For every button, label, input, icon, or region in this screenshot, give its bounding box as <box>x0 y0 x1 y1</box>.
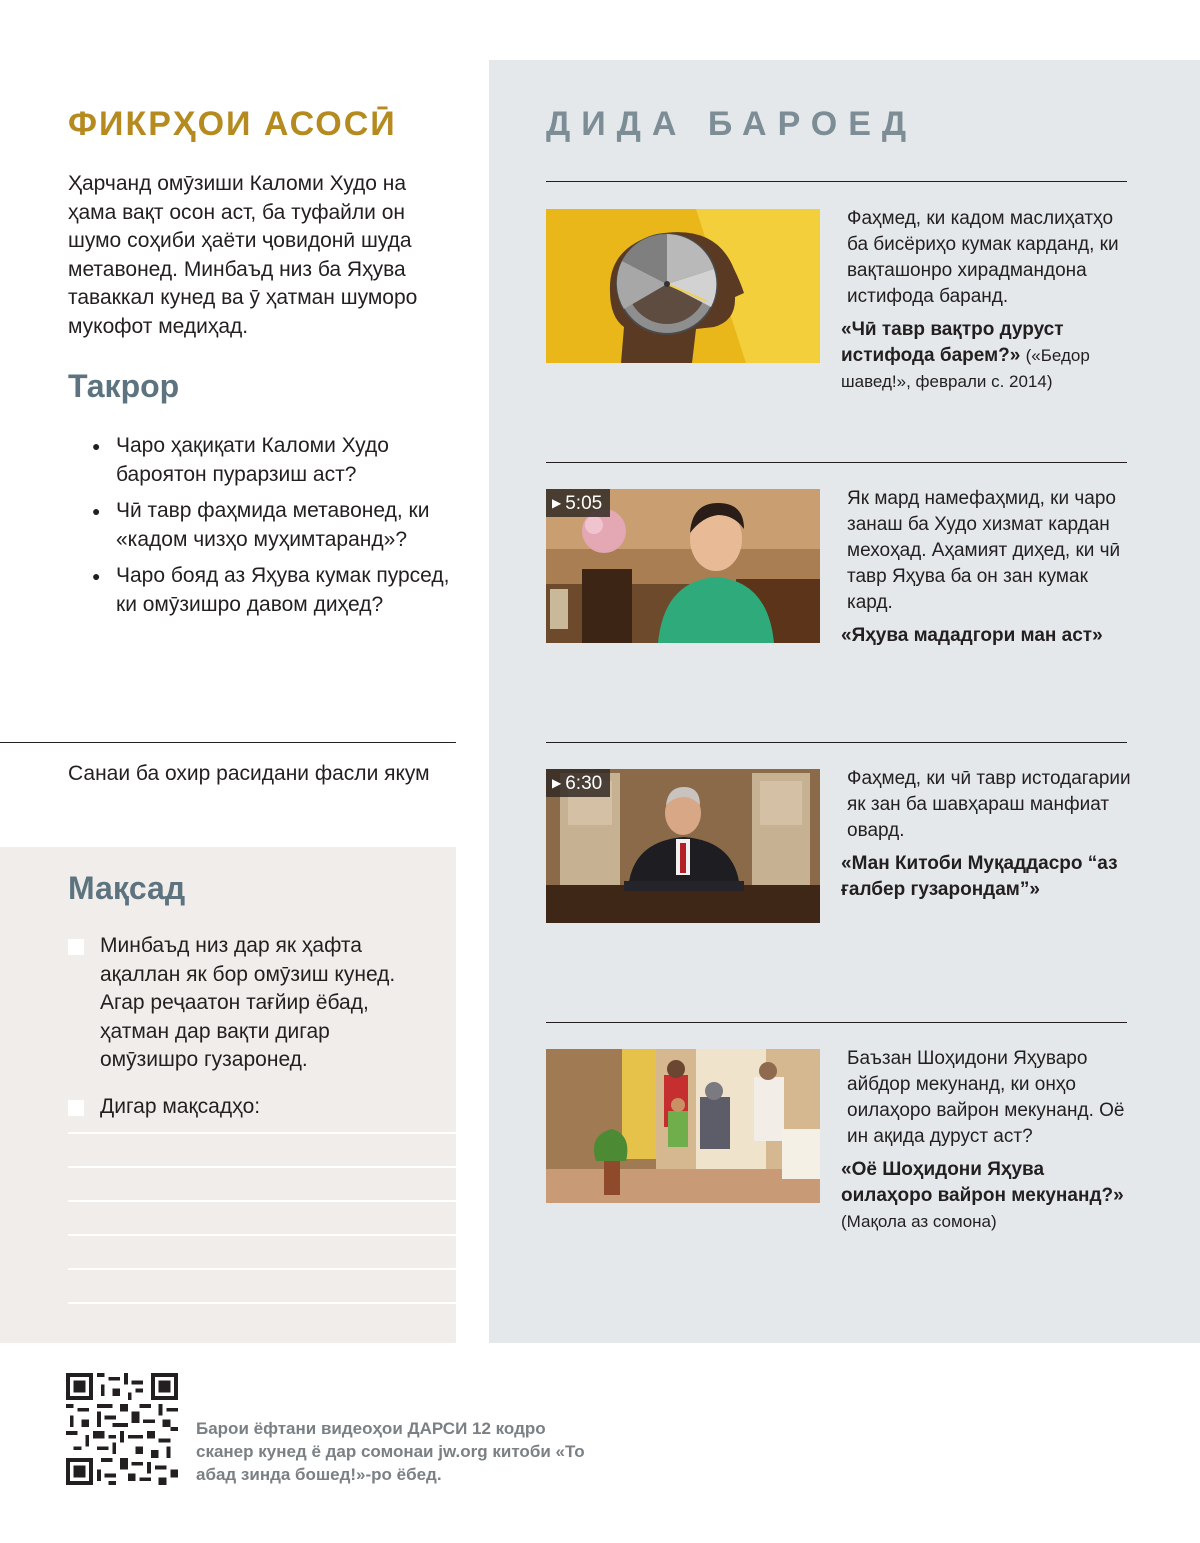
article-description: Фаҳмед, ки кадом маслиҳатҳо ба бисёриҳо кумак карданд, ки вақташонро хирадмандона истифода баранд. <box>847 208 1119 307</box>
write-line[interactable] <box>68 1132 456 1134</box>
qr-code-icon[interactable] <box>66 1373 178 1485</box>
section-divider <box>546 181 1127 182</box>
section-divider <box>546 462 1127 463</box>
bullet-icon: ● <box>92 438 101 454</box>
video-description: Фаҳмед, ки чӣ тавр истодагарии як зан ба шавҳараш манфиат овард. <box>847 768 1131 841</box>
write-line[interactable] <box>68 1302 456 1304</box>
key-points-title: ФИКРҲОИ АСОСӢ <box>68 105 397 143</box>
bullet-icon: ● <box>92 568 101 584</box>
checkbox-icon[interactable] <box>68 1100 84 1116</box>
video-link-jehovah-helper[interactable]: «Яҳува мададгори ман аст» <box>841 625 1103 646</box>
article-source-note: (Мақола аз сомона) <box>841 1212 997 1231</box>
review-item: ● Чаро бояд аз Яҳува кумак пурсед, ки омӯзишро давом диҳед? <box>92 564 450 616</box>
review-item: ● Чӣ тавр фаҳмида метавонед, ки «кадом чизҳо муҳимтаранд»? <box>92 499 430 551</box>
video-duration-badge: ▶ 6:30 <box>546 769 610 797</box>
play-icon: ▶ <box>552 496 562 510</box>
key-points-text: Ҳарчанд омӯзиши Каломи Худо на ҳама вақт осон аст, ба туфайли он шумо соҳиби ҳаёти ҷовидонӣ шуда метавонед. Минбаъд низ ба Яҳува таваккал кунед ва ӯ ҳатман шуморо мукофот медиҳад. <box>68 172 418 338</box>
article-thumbnail-families[interactable] <box>546 1049 820 1203</box>
qr-instructions: Барои ёфтани видеоҳои ДАРСИ 12 кодро сканер кунед ё дар сомонаи jw.org китоби «То абад зинда бошед!»-ро ёбед. <box>196 1419 585 1484</box>
goal-item-2: Дигар мақсадҳо: <box>68 1093 428 1122</box>
review-title: Такрор <box>68 368 180 404</box>
see-more-title: ДИДА БАРОЕД <box>546 105 918 143</box>
article-link-families[interactable]: «Оё Шоҳидони Яҳува оилаҳоро вайрон мекунанд?» <box>841 1159 1124 1206</box>
article-source-note: («Бедор шавед!», феврали с. 2014) <box>841 346 1090 391</box>
video-description: Як мард намефаҳмид, ки чаро занаш ба Худо хизмат кардан мехоҳад. Аҳамият диҳед, ки чӣ тавр Яҳува ба он зан кумак кард. <box>847 488 1121 613</box>
completion-date-line[interactable] <box>0 742 456 743</box>
video-duration-badge: ▶ 5:05 <box>546 489 610 517</box>
write-line[interactable] <box>68 1200 456 1202</box>
video-thumbnail-sifted-bible[interactable] <box>546 769 820 923</box>
section-divider <box>546 1022 1127 1023</box>
checkbox-icon[interactable] <box>68 939 84 955</box>
article-description: Баъзан Шоҳидони Яҳуваро айбдор мекунанд, ки онҳо оилаҳоро вайрон мекунанд. Оё ин ақида дуруст аст? <box>847 1048 1125 1147</box>
section-divider <box>546 742 1127 743</box>
article-thumbnail-time[interactable] <box>546 209 820 363</box>
video-link-sifted-bible[interactable]: «Ман Китоби Муқаддасро “аз ғалбер гузарондам”» <box>841 853 1118 900</box>
completion-date-label: Санаи ба охир расидани фасли якум <box>68 762 430 785</box>
video-thumbnail-jehovah-helper[interactable] <box>546 489 820 643</box>
goal-title: Мақсад <box>68 870 186 906</box>
write-line[interactable] <box>68 1234 456 1236</box>
review-list <box>92 432 462 627</box>
bullet-icon: ● <box>92 503 101 519</box>
play-icon: ▶ <box>552 776 562 790</box>
review-item: ● Чаро ҳақиқати Каломи Худо бароятон пурарзиш аст? <box>92 434 389 486</box>
family-greeting-image <box>546 1049 820 1203</box>
write-line[interactable] <box>68 1268 456 1270</box>
goal-item-1: Минбаъд низ дар як ҳафта ақаллан як бор омӯзиш кунед. Агар реҷаатон тағйир ёбад, ҳатман дар вақти дигар омӯзишро гузаронед. <box>68 932 428 1075</box>
write-line[interactable] <box>68 1166 456 1168</box>
article-link-time[interactable]: «Чӣ тавр вақтро дуруст истифода барем?» («Бедор шавед!», феврали с. 2014) <box>841 319 1090 391</box>
head-clock-illustration <box>546 209 820 363</box>
